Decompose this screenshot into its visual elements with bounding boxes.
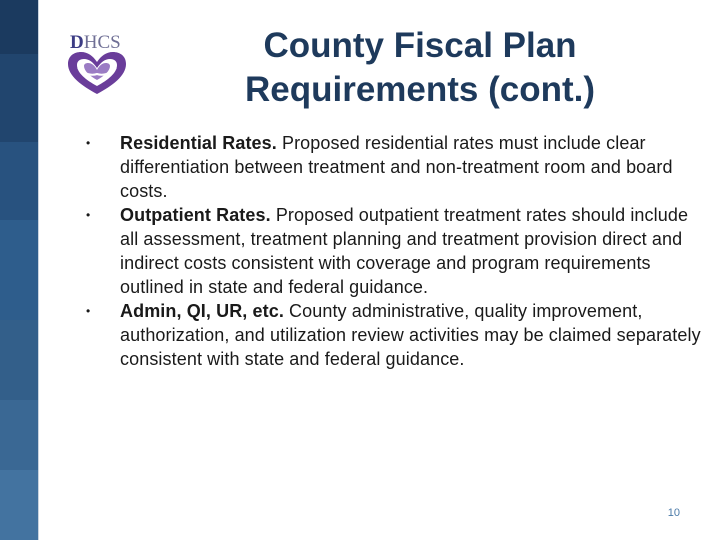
sidebar-segment	[0, 220, 38, 320]
bullet-heading: Residential Rates.	[120, 133, 277, 153]
sidebar-segment	[0, 142, 38, 220]
bullet-marker: •	[86, 304, 91, 318]
sidebar-segment	[0, 54, 38, 142]
dhcs-logo	[62, 30, 134, 96]
sidebar-segment	[0, 400, 38, 470]
dhcs-logo-text: DHCS	[70, 32, 121, 53]
bullet-text: Proposed outpatient treatment rates should include all assessment, treatment planning and treatment provision direct and indirect costs consistent with coverage and program requirements outlined in state and federal guidance.	[120, 205, 689, 297]
sidebar-divider	[38, 0, 39, 540]
sidebar-segment	[0, 470, 38, 540]
bullet-item-outpatient-rates	[78, 203, 710, 299]
bullet-marker: •	[86, 136, 91, 150]
slide-title	[170, 24, 670, 112]
slide-title-line: County Fiscal Plan	[263, 26, 577, 65]
bullet-item-residential-rates	[78, 131, 710, 203]
heart-hands-icon	[64, 50, 130, 96]
bullet-item-admin-qi-ur	[78, 299, 710, 371]
bullet-list	[78, 131, 710, 371]
page-number: 10	[667, 507, 680, 519]
sidebar-segment	[0, 0, 38, 54]
bullet-marker: •	[86, 208, 91, 222]
left-sidebar-band	[0, 0, 38, 540]
bullet-text: County administrative, quality improvement, authorization, and utilization review activities may be claimed separately consistent with state and federal guidance.	[120, 301, 701, 369]
bullet-heading: Outpatient Rates.	[120, 205, 271, 225]
bullet-text: Proposed residential rates must include clear differentiation between treatment and non-treatment room and board costs.	[120, 133, 673, 201]
slide-title-line: Requirements (cont.)	[244, 70, 596, 109]
bullet-heading: Admin, QI, UR, etc.	[120, 301, 284, 321]
sidebar-segment	[0, 320, 38, 400]
